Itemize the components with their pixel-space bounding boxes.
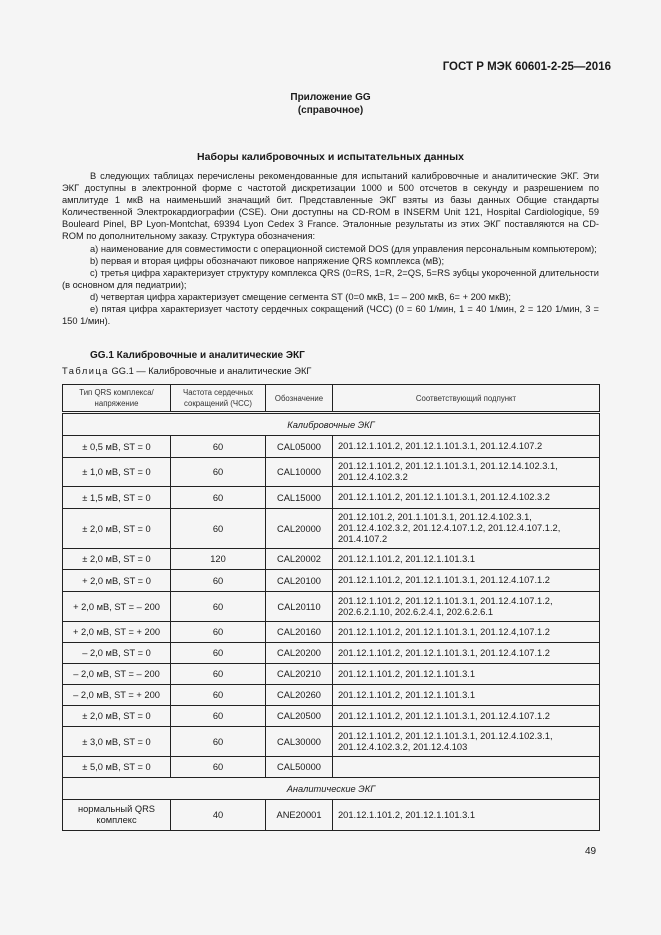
- cell-subclause: 201.12.1.101.2, 201.12.1.101.3.1: [333, 800, 600, 831]
- page-number: 49: [585, 846, 597, 857]
- table-row: [63, 549, 600, 570]
- cell-qrs-type: + 2,0 мВ, ST = + 200: [63, 622, 171, 643]
- cell-qrs-type: ± 1,0 мВ, ST = 0: [63, 458, 171, 487]
- cell-subclause: 201.12.1.101.2, 201.12.1.101.3.1, 201.12.4.102.3.2: [333, 487, 600, 509]
- cell-heart-rate: 60: [171, 509, 266, 549]
- intro-item-e: e) пятая цифра характеризует частоту сердечных сокращений (ЧСС) (0 = 60 1/мин, 1 = 40 1/мин, 2 = 120 1/мин, 3 = 150 1/мин).: [62, 304, 599, 327]
- cell-heart-rate: 60: [171, 592, 266, 622]
- cell-designation: CAL20160: [266, 622, 333, 643]
- cell-heart-rate: 60: [171, 757, 266, 778]
- table-row: [63, 436, 600, 458]
- cell-designation: CAL05000: [266, 436, 333, 458]
- cell-heart-rate: 60: [171, 436, 266, 458]
- appendix-subtitle: (справочное): [297, 105, 364, 116]
- header-qrs-type: Тип QRS комплекса/ напряжение: [63, 385, 171, 413]
- intro-text: [62, 170, 599, 327]
- cell-designation: CAL10000: [266, 458, 333, 487]
- cell-heart-rate: 60: [171, 643, 266, 664]
- intro-item-c: c) третья цифра характеризует структуру комплекса QRS (0=RS, 1=R, 2=QS, 5=RS зубцы укороченной длительности (в основном для педиатрии);: [62, 267, 599, 290]
- section-label: Аналитические ЭКГ: [63, 778, 600, 800]
- intro-item-d: d) четвертая цифра характеризует смещение сегмента ST (0=0 мкВ, 1= – 200 мкВ, 6= + 200 мкВ);: [90, 291, 512, 302]
- cell-qrs-type: ± 2,0 мВ, ST = 0: [63, 706, 171, 727]
- cell-qrs-type: нормальный QRS комплекс: [63, 800, 171, 831]
- cell-subclause: 201.12.1.101.2, 201.12.1.101.3.1, 201.12.4.107.1.2: [333, 570, 600, 592]
- cell-heart-rate: 60: [171, 458, 266, 487]
- table-caption-text: GG.1 — Калибровочные и аналитические ЭКГ: [108, 366, 312, 376]
- cell-heart-rate: 60: [171, 622, 266, 643]
- table-caption: [62, 366, 311, 376]
- cell-subclause: 201.12.1.101.2, 201.12.1.101.3.1, 201.12.4.107.1.2, 202.6.2.1.10, 202.6.2.4.1, 202.6.2.6.1: [333, 592, 600, 622]
- cell-heart-rate: 60: [171, 706, 266, 727]
- intro-item-b: b) первая и вторая цифры обозначают пиковое напряжение QRS комплекса (мВ);: [90, 255, 445, 266]
- cell-designation: CAL50000: [266, 757, 333, 778]
- cell-qrs-type: – 2,0 мВ, ST = + 200: [63, 685, 171, 706]
- table-row: [63, 757, 600, 778]
- cell-heart-rate: 40: [171, 800, 266, 831]
- cell-designation: CAL20210: [266, 664, 333, 685]
- table-row: [63, 509, 600, 549]
- table-row: [63, 706, 600, 727]
- table-header-row: [63, 385, 600, 413]
- cell-subclause: [333, 757, 600, 778]
- cell-heart-rate: 60: [171, 727, 266, 757]
- appendix-heading: [0, 91, 661, 117]
- table-body: [63, 413, 600, 831]
- cell-designation: CAL20200: [266, 643, 333, 664]
- cell-subclause: 201.12.1.101.2, 201.12.1.101.3.1, 201.12.4.102.3.1, 201.12.4.102.3.2, 201.12.4.103: [333, 727, 600, 757]
- cell-heart-rate: 60: [171, 685, 266, 706]
- cell-heart-rate: 60: [171, 570, 266, 592]
- table-row: [63, 800, 600, 831]
- table-row: [63, 622, 600, 643]
- table-row: [63, 458, 600, 487]
- header-subclause: Соответствующий подпункт: [333, 385, 600, 413]
- section-label: Калибровочные ЭКГ: [63, 413, 600, 436]
- table-row: [63, 643, 600, 664]
- table-row: [63, 727, 600, 757]
- cell-designation: CAL20500: [266, 706, 333, 727]
- cell-qrs-type: ± 3,0 мВ, ST = 0: [63, 727, 171, 757]
- intro-paragraph: В следующих таблицах перечислены рекомендованные для испытаний калибровочные и аналитические ЭКГ. Эти ЭКГ доступны в электронной форме с частотой дискретизации 1000 и 500 отсчетов в секунду и разрешением по амплитуде 1 мкВ на наименьший значащий бит. Представленные ЭКГ взяты из базы данных Общие стандарты Количественной Электрокардиографии (CSE). Они доступны на CD-ROM в INSERM Unit 121, Hospital Cardiologique, 59 Bouleard Pinel, BP Lyon-Montchat, 69394 Lyon Cedex 3 France. Эталонные результаты из этих ЭКГ поставляются на CD-ROM по дополнительному заказу. Структура обозначения:: [62, 171, 599, 242]
- cell-subclause: 201.12.1.101.2, 201.12.1.101.3.1, 201.12.4.107.2: [333, 436, 600, 458]
- document-code: ГОСТ Р МЭК 60601-2-25—2016: [442, 61, 611, 73]
- appendix-title: Приложение GG: [290, 92, 371, 103]
- cell-heart-rate: 60: [171, 664, 266, 685]
- cell-qrs-type: + 2,0 мВ, ST = – 200: [63, 592, 171, 622]
- cell-subclause: 201.12.1.101.2, 201.12.1.101.3.1, 201.12.4.107.1.2: [333, 706, 600, 727]
- table-row: [63, 570, 600, 592]
- section-row-analytic: [63, 778, 600, 800]
- calibration-table: [62, 384, 600, 831]
- cell-designation: CAL20260: [266, 685, 333, 706]
- cell-qrs-type: ± 1,5 мВ, ST = 0: [63, 487, 171, 509]
- cell-subclause: 201.12.1.101.2, 201.12.1.101.3.1: [333, 664, 600, 685]
- cell-designation: CAL30000: [266, 727, 333, 757]
- header-heart-rate: Частота сердечных сокращений (ЧСС): [171, 385, 266, 413]
- cell-qrs-type: + 2,0 мВ, ST = 0: [63, 570, 171, 592]
- cell-subclause: 201.12.1.101.2, 201.12.1.101.3.1, 201.12.4,107.1.2: [333, 622, 600, 643]
- cell-subclause: 201.12.1.101.2, 201.12.1.101.3.1: [333, 549, 600, 570]
- section-title: Наборы калибровочных и испытательных данных: [197, 151, 464, 163]
- section-row-calibration: [63, 413, 600, 436]
- table-row: [63, 487, 600, 509]
- table-row: [63, 592, 600, 622]
- cell-designation: CAL20002: [266, 549, 333, 570]
- cell-designation: CAL20110: [266, 592, 333, 622]
- cell-subclause: 201.12.1.101.2, 201.12.1.101.3.1, 201.12.4.107.1.2: [333, 643, 600, 664]
- cell-qrs-type: – 2,0 мВ, ST = – 200: [63, 664, 171, 685]
- cell-qrs-type: – 2,0 мВ, ST = 0: [63, 643, 171, 664]
- cell-qrs-type: ± 5,0 мВ, ST = 0: [63, 757, 171, 778]
- subsection-title: GG.1 Калибровочные и аналитические ЭКГ: [90, 350, 305, 361]
- cell-subclause: 201.12.1.101.2, 201.12.1.101.3.1: [333, 685, 600, 706]
- cell-qrs-type: ± 2,0 мВ, ST = 0: [63, 509, 171, 549]
- cell-heart-rate: 120: [171, 549, 266, 570]
- cell-qrs-type: ± 2,0 мВ, ST = 0: [63, 549, 171, 570]
- cell-qrs-type: ± 0,5 мВ, ST = 0: [63, 436, 171, 458]
- table-row: [63, 685, 600, 706]
- table-caption-prefix: Таблица: [62, 366, 109, 376]
- header-designation: Обозначение: [266, 385, 333, 413]
- cell-designation: ANE20001: [266, 800, 333, 831]
- table-row: [63, 664, 600, 685]
- intro-item-a: a) наименование для совместимости с операционной системой DOS (для управления персональным компьютером);: [90, 243, 597, 254]
- cell-designation: CAL20100: [266, 570, 333, 592]
- cell-heart-rate: 60: [171, 487, 266, 509]
- cell-designation: CAL20000: [266, 509, 333, 549]
- cell-subclause: 201.12.101.2, 201.1.101.3.1, 201.12.4.102.3.1, 201.12.4.102.3.2, 201.12.4.107.1.2, 201.12.4.107.1.2, 201.4.107.2: [333, 509, 600, 549]
- cell-designation: CAL15000: [266, 487, 333, 509]
- cell-subclause: 201.12.1.101.2, 201.12.1.101.3.1, 201.12.14.102.3.1, 201.12.4.102.3.2: [333, 458, 600, 487]
